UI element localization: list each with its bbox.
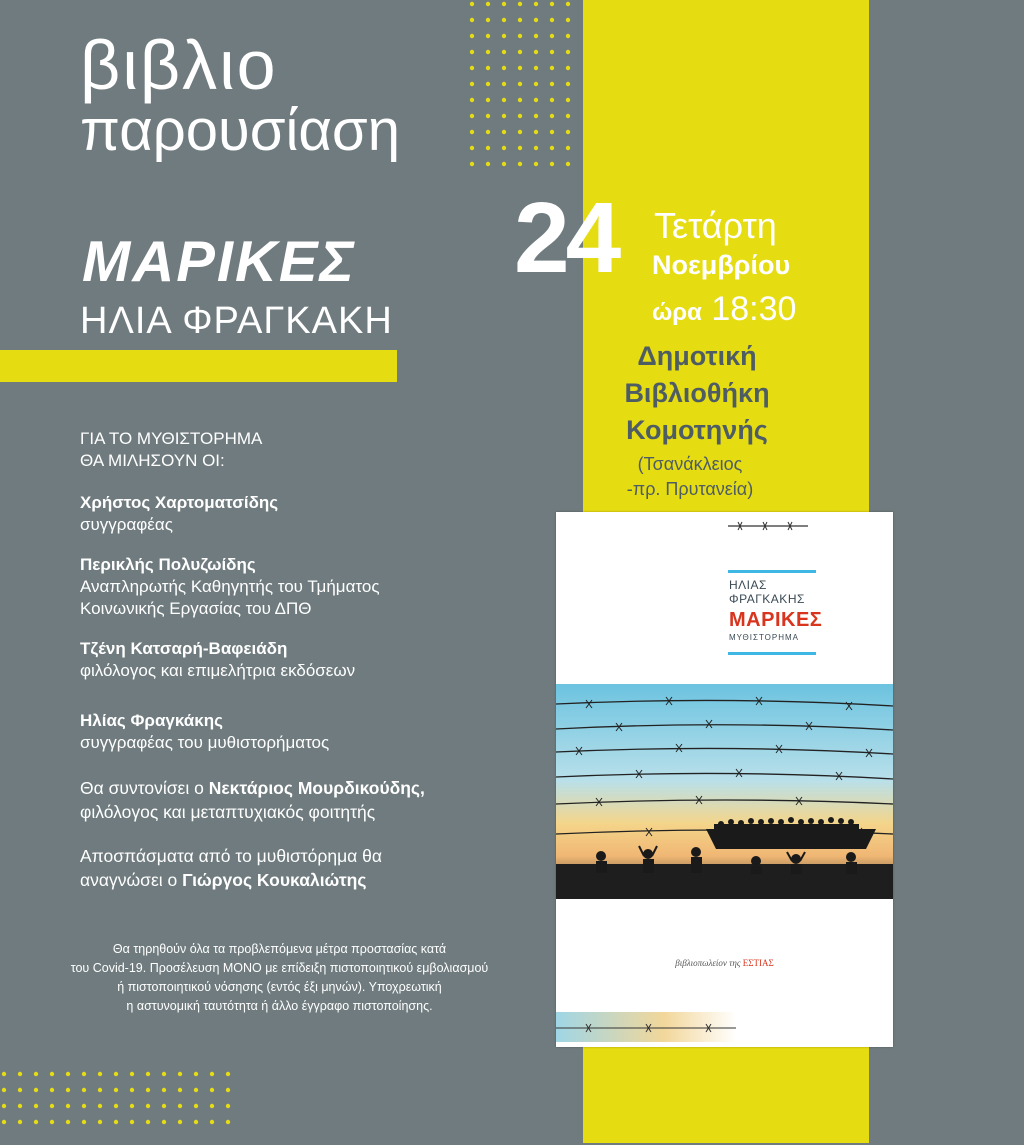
decorative-dot — [518, 162, 522, 166]
decorative-dot — [194, 1104, 198, 1108]
decorative-dot — [470, 34, 474, 38]
decorative-dot — [502, 114, 506, 118]
header-title-line1: βιβλιο — [80, 26, 278, 104]
excerpts — [80, 844, 520, 892]
coordinator-line1 — [80, 776, 520, 800]
excerpts-prefix: αναγνώσει ο — [80, 870, 183, 890]
decorative-dot — [114, 1072, 118, 1076]
decorative-dot — [66, 1104, 70, 1108]
decorative-dot — [162, 1104, 166, 1108]
decorative-dot — [534, 146, 538, 150]
speakers-intro-line1: ΓΙΑ ΤΟ ΜΥΘΙΣΤΟΡΗΜΑ — [80, 429, 263, 448]
decorative-dot — [226, 1072, 230, 1076]
speaker-name: Ηλίας Φραγκάκης — [80, 711, 223, 730]
decorative-dot — [486, 82, 490, 86]
decorative-dot — [470, 2, 474, 6]
speaker-item — [80, 492, 520, 536]
decorative-dot — [550, 2, 554, 6]
decorative-dot — [502, 34, 506, 38]
decorative-dot — [162, 1072, 166, 1076]
decorative-dot — [566, 66, 570, 70]
cover-illustration — [556, 684, 893, 899]
event-time-label: ώρα — [652, 299, 702, 326]
decorative-dot — [2, 1104, 6, 1108]
notice-line2: του Covid-19. Προσέλευση ΜΟΝΟ με επίδειξη πιστοποιητικού εμβολιασμού — [70, 961, 489, 975]
coordinator — [80, 776, 520, 824]
cover-rule-bottom — [728, 652, 816, 655]
decorative-dot — [502, 162, 506, 166]
venue-sub-line1: (Τσανάκλειος — [637, 454, 743, 474]
decorative-dot — [98, 1072, 102, 1076]
speaker-role: συγγραφέας — [80, 515, 173, 534]
decorative-dot — [502, 82, 506, 86]
speaker-name: Τζένη Κατσαρή-Βαφειάδη — [80, 639, 288, 658]
decorative-dot — [518, 130, 522, 134]
decorative-dot — [146, 1104, 150, 1108]
reader-name: Γιώργος Κουκαλιώτης — [182, 870, 367, 890]
decorative-dot — [470, 146, 474, 150]
decorative-dot — [566, 114, 570, 118]
decorative-dot — [566, 162, 570, 166]
cover-subtitle: ΜΥΘΙΣΤΟΡΗΜΑ — [729, 633, 800, 642]
decorative-dot — [226, 1104, 230, 1108]
decorative-dot — [486, 66, 490, 70]
book-cover — [556, 512, 893, 1047]
decorative-dot — [518, 146, 522, 150]
decorative-dot — [210, 1104, 214, 1108]
speakers-section — [80, 428, 520, 892]
decorative-dot — [470, 130, 474, 134]
decorative-dot — [66, 1120, 70, 1124]
decorative-dot — [146, 1120, 150, 1124]
decorative-dot — [534, 162, 538, 166]
coordinator-prefix: Θα συντονίσει ο — [80, 778, 209, 798]
decorative-dot — [550, 98, 554, 102]
decorative-dot — [2, 1120, 6, 1124]
decorative-dot — [470, 18, 474, 22]
speaker-name: Χρήστος Χαρτοματσίδης — [80, 493, 279, 512]
decorative-dot — [550, 146, 554, 150]
decorative-dot — [566, 130, 570, 134]
decorative-dot — [550, 130, 554, 134]
decorative-dot — [2, 1088, 6, 1092]
decorative-dot — [470, 66, 474, 70]
decorative-dot — [502, 18, 506, 22]
decorative-dot — [518, 98, 522, 102]
decorative-dot — [566, 146, 570, 150]
barbed-wire-icon — [728, 520, 808, 532]
decorative-dot — [194, 1072, 198, 1076]
decorative-dot — [486, 114, 490, 118]
speaker-item — [80, 638, 520, 682]
speaker-role: φιλόλογος και επιμελήτρια εκδόσεων — [80, 661, 356, 680]
decorative-dot — [550, 162, 554, 166]
event-weekday: Τετάρτη — [654, 205, 777, 246]
decorative-dot — [130, 1072, 134, 1076]
decorative-dot — [18, 1120, 22, 1124]
decorative-dot — [566, 50, 570, 54]
yellow-accent-bar — [0, 350, 397, 382]
decorative-dot — [518, 50, 522, 54]
decorative-dot — [486, 18, 490, 22]
cover-author-line1: ΗΛΙΑΣ — [729, 578, 767, 592]
decorative-dot — [470, 162, 474, 166]
cover-title: ΜΑΡΙΚΕΣ — [729, 609, 823, 631]
publisher-name: ΕΣΤΙΑΣ — [742, 958, 774, 968]
cover-author-line2: ΦΡΑΓΚΑΚΗΣ — [729, 592, 805, 606]
decorative-dot — [210, 1120, 214, 1124]
decorative-dot — [130, 1088, 134, 1092]
decorative-dot — [550, 34, 554, 38]
decorative-dot — [470, 98, 474, 102]
decorative-dot — [114, 1104, 118, 1108]
decorative-dot — [550, 114, 554, 118]
notice-line3: ή πιστοποιητικού νόσησης (εντός έξι μηνών). Υποχρεωτική — [117, 980, 442, 994]
decorative-dot — [550, 50, 554, 54]
excerpts-line2 — [80, 868, 520, 892]
notice-line1: Θα τηρηθούν όλα τα προβλεπόμενα μέτρα προστασίας κατά — [112, 942, 447, 956]
decorative-dot — [98, 1120, 102, 1124]
decorative-dot — [34, 1104, 38, 1108]
decorative-dot — [162, 1088, 166, 1092]
decorative-dot — [178, 1104, 182, 1108]
decorative-dot — [162, 1120, 166, 1124]
decorative-dot — [518, 66, 522, 70]
decorative-dot — [518, 82, 522, 86]
decorative-dot — [502, 66, 506, 70]
decorative-dot — [82, 1104, 86, 1108]
decorative-dot — [82, 1120, 86, 1124]
decorative-dot — [50, 1104, 54, 1108]
decorative-dot — [470, 50, 474, 54]
decorative-dot — [194, 1120, 198, 1124]
decorative-dot — [502, 146, 506, 150]
event-time-row — [652, 290, 796, 329]
decorative-dot — [2, 1072, 6, 1076]
decorative-dot — [486, 34, 490, 38]
decorative-dot — [486, 50, 490, 54]
header-title-line2: παρουσίαση — [80, 98, 400, 163]
dots-top-right-svg — [468, 0, 578, 190]
cover-publisher — [556, 958, 893, 968]
coordinator-line2: φιλόλογος και μεταπτυχιακός φοιτητής — [80, 802, 376, 822]
event-month: Νοεμβρίου — [652, 250, 791, 280]
decorative-dot — [82, 1088, 86, 1092]
decorative-dot — [66, 1072, 70, 1076]
decorative-dot — [82, 1072, 86, 1076]
decorative-dot — [98, 1088, 102, 1092]
decorative-dot — [178, 1120, 182, 1124]
decorative-dot — [18, 1072, 22, 1076]
decorative-dot — [34, 1072, 38, 1076]
speakers-intro — [80, 428, 520, 472]
decorative-dot — [486, 2, 490, 6]
decorative-dot — [66, 1088, 70, 1092]
decorative-dot — [534, 66, 538, 70]
decorative-dot — [18, 1088, 22, 1092]
speaker-role: συγγραφέας του μυθιστορήματος — [80, 733, 330, 752]
decorative-dot — [130, 1120, 134, 1124]
dots-top-right — [468, 0, 578, 195]
decorative-dot — [114, 1120, 118, 1124]
decorative-dot — [534, 98, 538, 102]
venue-line2: Βιβλιοθήκη — [624, 378, 770, 408]
event-day: 24 — [514, 182, 618, 294]
event-venue — [612, 338, 782, 449]
notice-line4: η αστυνομική ταυτότητα ή άλλο έγγραφο πιστοποίησης. — [126, 999, 433, 1013]
decorative-dot — [486, 98, 490, 102]
decorative-dot — [146, 1088, 150, 1092]
decorative-dot — [518, 18, 522, 22]
speaker-role-line2: Κοινωνικής Εργασίας του ΔΠΘ — [80, 599, 312, 618]
speakers-intro-line2: ΘΑ ΜΙΛΗΣΟΥΝ ΟΙ: — [80, 451, 225, 470]
covid-notice — [52, 940, 507, 1016]
publisher-prefix: βιβλιοπωλείον της — [675, 958, 743, 968]
speaker-name: Περικλής Πολυζωίδης — [80, 555, 256, 574]
decorative-dot — [470, 114, 474, 118]
decorative-dot — [178, 1088, 182, 1092]
decorative-dot — [18, 1104, 22, 1108]
decorative-dot — [502, 130, 506, 134]
book-title: ΜΑΡΙΚΕΣ — [82, 229, 356, 294]
decorative-dot — [50, 1120, 54, 1124]
decorative-dot — [34, 1088, 38, 1092]
decorative-dot — [534, 2, 538, 6]
decorative-dot — [534, 18, 538, 22]
decorative-dot — [226, 1088, 230, 1092]
decorative-dot — [114, 1088, 118, 1092]
decorative-dot — [550, 18, 554, 22]
excerpts-line1: Αποσπάσματα από το μυθιστόρημα θα — [80, 846, 382, 866]
decorative-dot — [518, 2, 522, 6]
decorative-dot — [98, 1104, 102, 1108]
cover-author — [729, 578, 805, 606]
decorative-dot — [502, 2, 506, 6]
venue-sub-line2: -πρ. Πρυτανεία) — [626, 479, 754, 499]
book-author: ΗΛΙΑ ΦΡΑΓΚΑΚΗ — [80, 300, 393, 342]
decorative-dot — [534, 130, 538, 134]
decorative-dot — [534, 34, 538, 38]
decorative-dot — [34, 1120, 38, 1124]
cover-bottom-strip — [556, 1012, 736, 1042]
dots-bottom-left-svg — [0, 1070, 250, 1140]
decorative-dot — [226, 1120, 230, 1124]
decorative-dot — [566, 2, 570, 6]
decorative-dot — [470, 82, 474, 86]
speaker-item — [80, 554, 520, 620]
venue-line1: Δημοτική — [637, 341, 757, 371]
decorative-dot — [566, 18, 570, 22]
speaker-item — [80, 710, 520, 754]
decorative-dot — [486, 146, 490, 150]
dots-bottom-left — [0, 1070, 250, 1145]
decorative-dot — [130, 1104, 134, 1108]
decorative-dot — [550, 82, 554, 86]
decorative-dot — [486, 130, 490, 134]
decorative-dot — [194, 1088, 198, 1092]
coordinator-name: Νεκτάριος Μουρδικούδης, — [208, 778, 425, 798]
decorative-dot — [518, 114, 522, 118]
decorative-dot — [210, 1088, 214, 1092]
decorative-dot — [502, 98, 506, 102]
cover-rule-top — [728, 570, 816, 573]
decorative-dot — [178, 1072, 182, 1076]
event-venue-sub — [600, 452, 780, 502]
decorative-dot — [502, 50, 506, 54]
decorative-dot — [50, 1088, 54, 1092]
decorative-dot — [534, 114, 538, 118]
decorative-dot — [550, 66, 554, 70]
decorative-dot — [534, 82, 538, 86]
venue-line3: Κομοτηνής — [626, 415, 768, 445]
decorative-dot — [518, 34, 522, 38]
decorative-dot — [566, 98, 570, 102]
decorative-dot — [486, 162, 490, 166]
decorative-dot — [50, 1072, 54, 1076]
decorative-dot — [146, 1072, 150, 1076]
event-time: 18:30 — [711, 290, 797, 328]
speaker-role: Αναπληρωτής Καθηγητής του Τμήματος — [80, 577, 380, 596]
decorative-dot — [566, 82, 570, 86]
decorative-dot — [566, 34, 570, 38]
decorative-dot — [210, 1072, 214, 1076]
decorative-dot — [534, 50, 538, 54]
